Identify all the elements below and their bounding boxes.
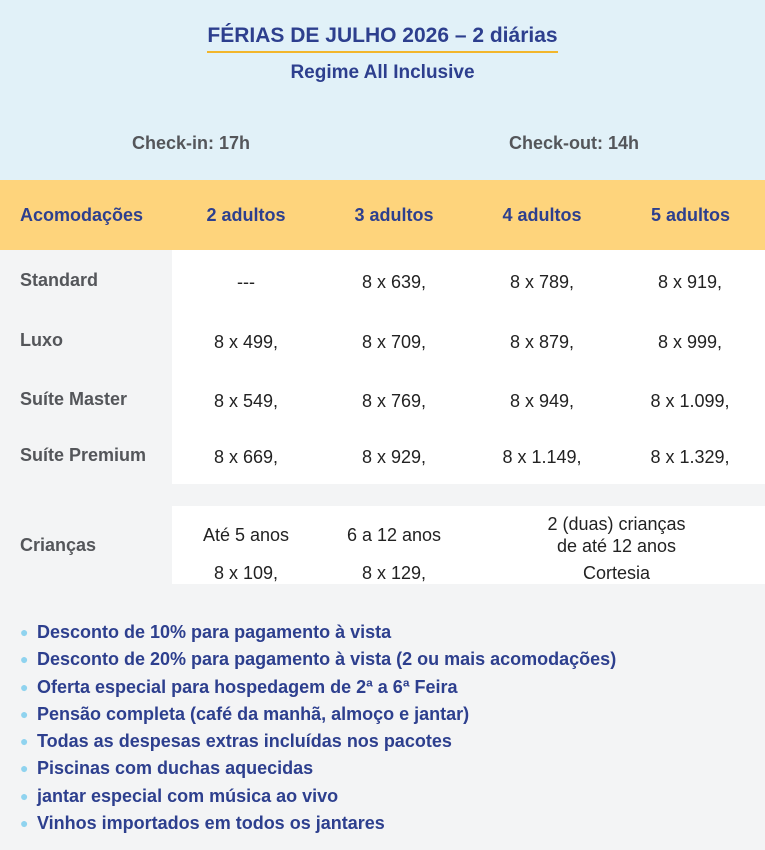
price-cell: 8 x 769,	[361, 391, 427, 411]
price-cell: 8 x 499,	[213, 332, 279, 352]
bullet-dot-icon: ●	[20, 787, 29, 804]
list-item-text: Piscinas com duchas aquecidas	[37, 758, 314, 779]
price-cell: 8 x 1.329,	[650, 447, 730, 467]
row-label-standard: Standard	[20, 270, 99, 290]
header-section	[0, 0, 765, 180]
page-subtitle: Regime All Inclusive	[290, 62, 475, 83]
column-header-3-adults: 3 adultos	[354, 205, 434, 225]
list-item	[20, 783, 616, 810]
list-item-text: Pensão completa (café da manhã, almoço e jantar)	[37, 703, 470, 724]
table-header-row	[0, 180, 765, 250]
bullet-dot-icon: ●	[20, 624, 29, 640]
bullet-dot-icon: ●	[20, 651, 29, 668]
checkout-time: Check-out: 14h	[508, 133, 640, 153]
children-price-6-12: 8 x 129,	[361, 563, 427, 583]
row-label-suite-master: Suíte Master	[20, 389, 128, 409]
price-cell: 8 x 549,	[213, 391, 279, 411]
list-item	[20, 810, 616, 837]
checkin-time: Check-in: 17h	[131, 133, 251, 153]
column-header-5-adults: 5 adultos	[650, 205, 730, 225]
column-header-accommodations: Acomodações	[20, 205, 144, 225]
page-title-text: FÉRIAS DE JULHO 2026 – 2 diárias	[207, 24, 557, 53]
price-cell: 8 x 919,	[657, 272, 723, 292]
bullet-dot-icon: ●	[20, 705, 29, 722]
price-cell: 8 x 929,	[361, 447, 427, 467]
bullet-dot-icon: ●	[20, 815, 29, 832]
bullet-dot-icon: ●	[20, 733, 29, 750]
price-cell: 8 x 949,	[509, 391, 575, 411]
children-price-under-5: 8 x 109,	[213, 563, 279, 583]
list-item-text: jantar especial com música ao vivo	[37, 785, 339, 806]
list-item-text: Vinhos importados em todos os jantares	[37, 813, 385, 834]
row-label-children: Crianças	[20, 535, 97, 555]
bullet-dot-icon: ●	[20, 760, 29, 777]
benefits-list	[20, 619, 616, 837]
price-cell: 8 x 789,	[509, 272, 575, 292]
children-age-6-12: 6 a 12 anos	[346, 525, 442, 545]
list-item	[20, 701, 616, 728]
price-cell: 8 x 1.149,	[502, 447, 582, 467]
list-item	[20, 728, 616, 755]
list-item-text: Oferta especial para hospedagem de 2ª a 6ª Feira	[37, 676, 458, 697]
column-header-4-adults: 4 adultos	[502, 205, 582, 225]
price-cell: 8 x 1.099,	[650, 391, 730, 411]
row-label-suite-premium: Suíte Premium	[20, 445, 147, 465]
children-courtesy-line2: de até 12 anos	[556, 536, 677, 556]
list-item-text: Todas as despesas extras incluídas nos pacotes	[37, 731, 452, 752]
bullet-dot-icon: ●	[20, 678, 29, 695]
children-courtesy-value: Cortesia	[582, 563, 651, 583]
price-cell: 8 x 639,	[361, 272, 427, 292]
price-cell: ---	[237, 272, 255, 292]
price-cell: 8 x 999,	[657, 332, 723, 352]
list-item-text: Desconto de 10% para pagamento à vista	[37, 622, 392, 642]
list-item	[20, 674, 616, 701]
row-label-luxo: Luxo	[20, 330, 63, 350]
price-cell: 8 x 709,	[361, 332, 427, 352]
list-item	[20, 755, 616, 782]
list-item-text: Desconto de 20% para pagamento à vista (2 ou mais acomodações)	[37, 649, 617, 670]
list-item	[20, 646, 616, 673]
children-age-under-5: Até 5 anos	[202, 525, 290, 545]
column-header-2-adults: 2 adultos	[206, 205, 286, 225]
list-item	[20, 619, 616, 646]
price-cell: 8 x 669,	[213, 447, 279, 467]
price-cell: 8 x 879,	[509, 332, 575, 352]
children-courtesy-line1: 2 (duas) crianças	[547, 514, 686, 534]
page-title	[0, 24, 765, 53]
